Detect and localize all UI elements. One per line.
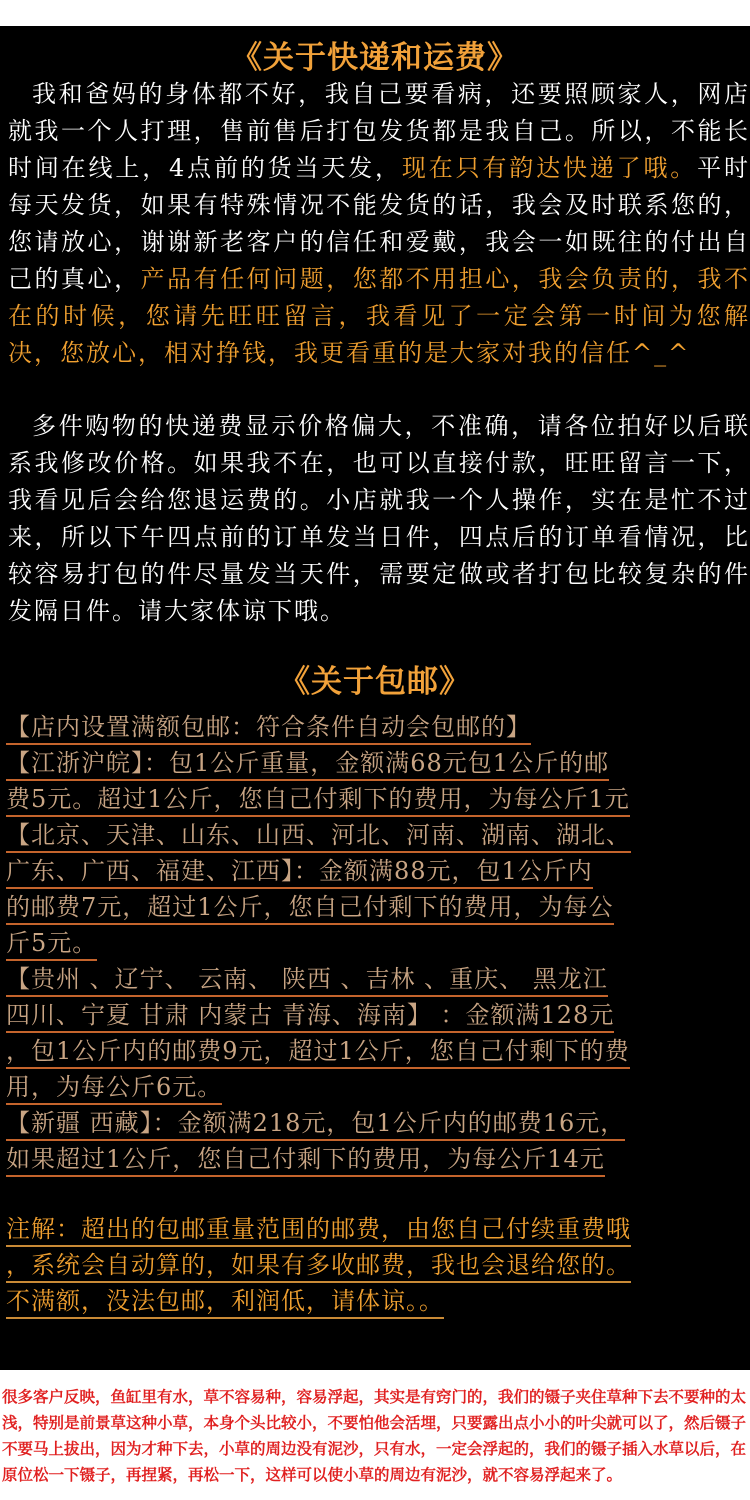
rate-line: 【贵州 、辽宁、 云南、 陕西 、吉林 、重庆、 黑龙江 (6, 964, 750, 997)
planting-tip-footer (0, 1370, 750, 1500)
rate-line: 四川、宁夏 甘肃 内蒙古 青海、海南】 ：金额满128元 (6, 1000, 750, 1033)
rate-line: 【新疆 西藏】：金额满218元，包1公斤内的邮费16元， (6, 1108, 750, 1141)
shipping-paragraph-1 (8, 76, 750, 372)
shipping-paragraph-2: 多件购物的快递费显示价格偏大，不准确，请各位拍好以后联系我修改价格。如果我不在，也可以直接付款，旺旺留言一下，我看见后会给您退运费的。小店就我一个人操作，实在是忙不过来，所以下午四点前的订单发当日件，四点后的订单看情况，比较容易打包的件尽量发当天件，需要定做或者打包比较复杂的件发隔日件。请大家体谅下哦。 (8, 412, 750, 625)
rate-line: 用，为每公斤6元。 (6, 1072, 750, 1105)
p1-highlight-promise: 产品有任何问题，您都不用担心，我会负责的，我不在的时候，您请先旺旺留言，我看见了一定会第一时间为您解决，您放心，相对挣钱，我更看重的是大家对我的信任^_^ (8, 265, 750, 367)
rate-line: 如果超过1公斤，您自己付剩下的费用，为每公斤14元 (6, 1144, 750, 1177)
rate-line: 【北京、天津、山东、山西、河北、河南、湖南、湖北、 (6, 820, 750, 853)
planting-tip-text: 很多客户反映，鱼缸里有水，草不容易种，容易浮起，其实是有窍门的，我们的镊子夹住草种下去不要种的太浅，特别是前景草这种小草，本身个头比较小，不要怕他会活埋，只要露出点小小的叶尖就可以了，然后镊子不要马上拔出，因为才种下去，小草的周边没有泥沙，只有水，一定会浮起的，我们的镊子插入水草以后，在原位松一下镊子，再捏紧，再松一下，这样可以使小草的周边有泥沙，就不容易浮起来了。 (2, 1388, 747, 1484)
p1-text-c: 平时每天发货，如果有特殊情况不能发货的话，我会及时联系您的，您请放心，谢谢新老客户的信任和爱戴，我会一如既往的付出自己的真心， (8, 154, 750, 293)
note-line: ，系统会自动算的，如果有多收邮费，我也会退给您的。 (6, 1250, 750, 1283)
note-line: 不满额，没法包邮，利润低，请体谅。。 (6, 1286, 750, 1319)
rate-line: 广东、广西、福建、江西】：金额满88元，包1公斤内 (6, 856, 750, 889)
rate-line: 斤5元。 (6, 928, 750, 961)
note-line: 注解：超出的包邮重量范围的邮费，由您自己付续重费哦 (6, 1214, 750, 1247)
info-panel (0, 26, 750, 1370)
rate-line: ，包1公斤内的邮费9元，超过1公斤，您自己付剩下的费 (6, 1036, 750, 1069)
p1-highlight-courier: 现在只有韵达快递了哦。 (401, 154, 698, 182)
shipping-title: 《关于快递和运费》 (231, 40, 519, 76)
rate-line: 【江浙沪皖】：包1公斤重量，金额满68元包1公斤的邮 (6, 748, 750, 781)
rate-line: 费5元。超过1公斤，您自己付剩下的费用，为每公斤1元 (6, 784, 750, 817)
free-shipping-title: 《关于包邮》 (279, 664, 471, 700)
rate-line: 【店内设置满额包邮：符合条件自动会包邮的】 (6, 712, 750, 745)
rate-line: 的邮费7元，超过1公斤，您自己付剩下的费用，为每公 (6, 892, 750, 925)
p1-text-a: 我和爸妈的身体都不好，我自己要看病，还要照顾家人，网店就我一个人打理，售前售后打包发货都是我自己。所以，不能长时间在线上，4点前的货当天发， (8, 80, 750, 182)
